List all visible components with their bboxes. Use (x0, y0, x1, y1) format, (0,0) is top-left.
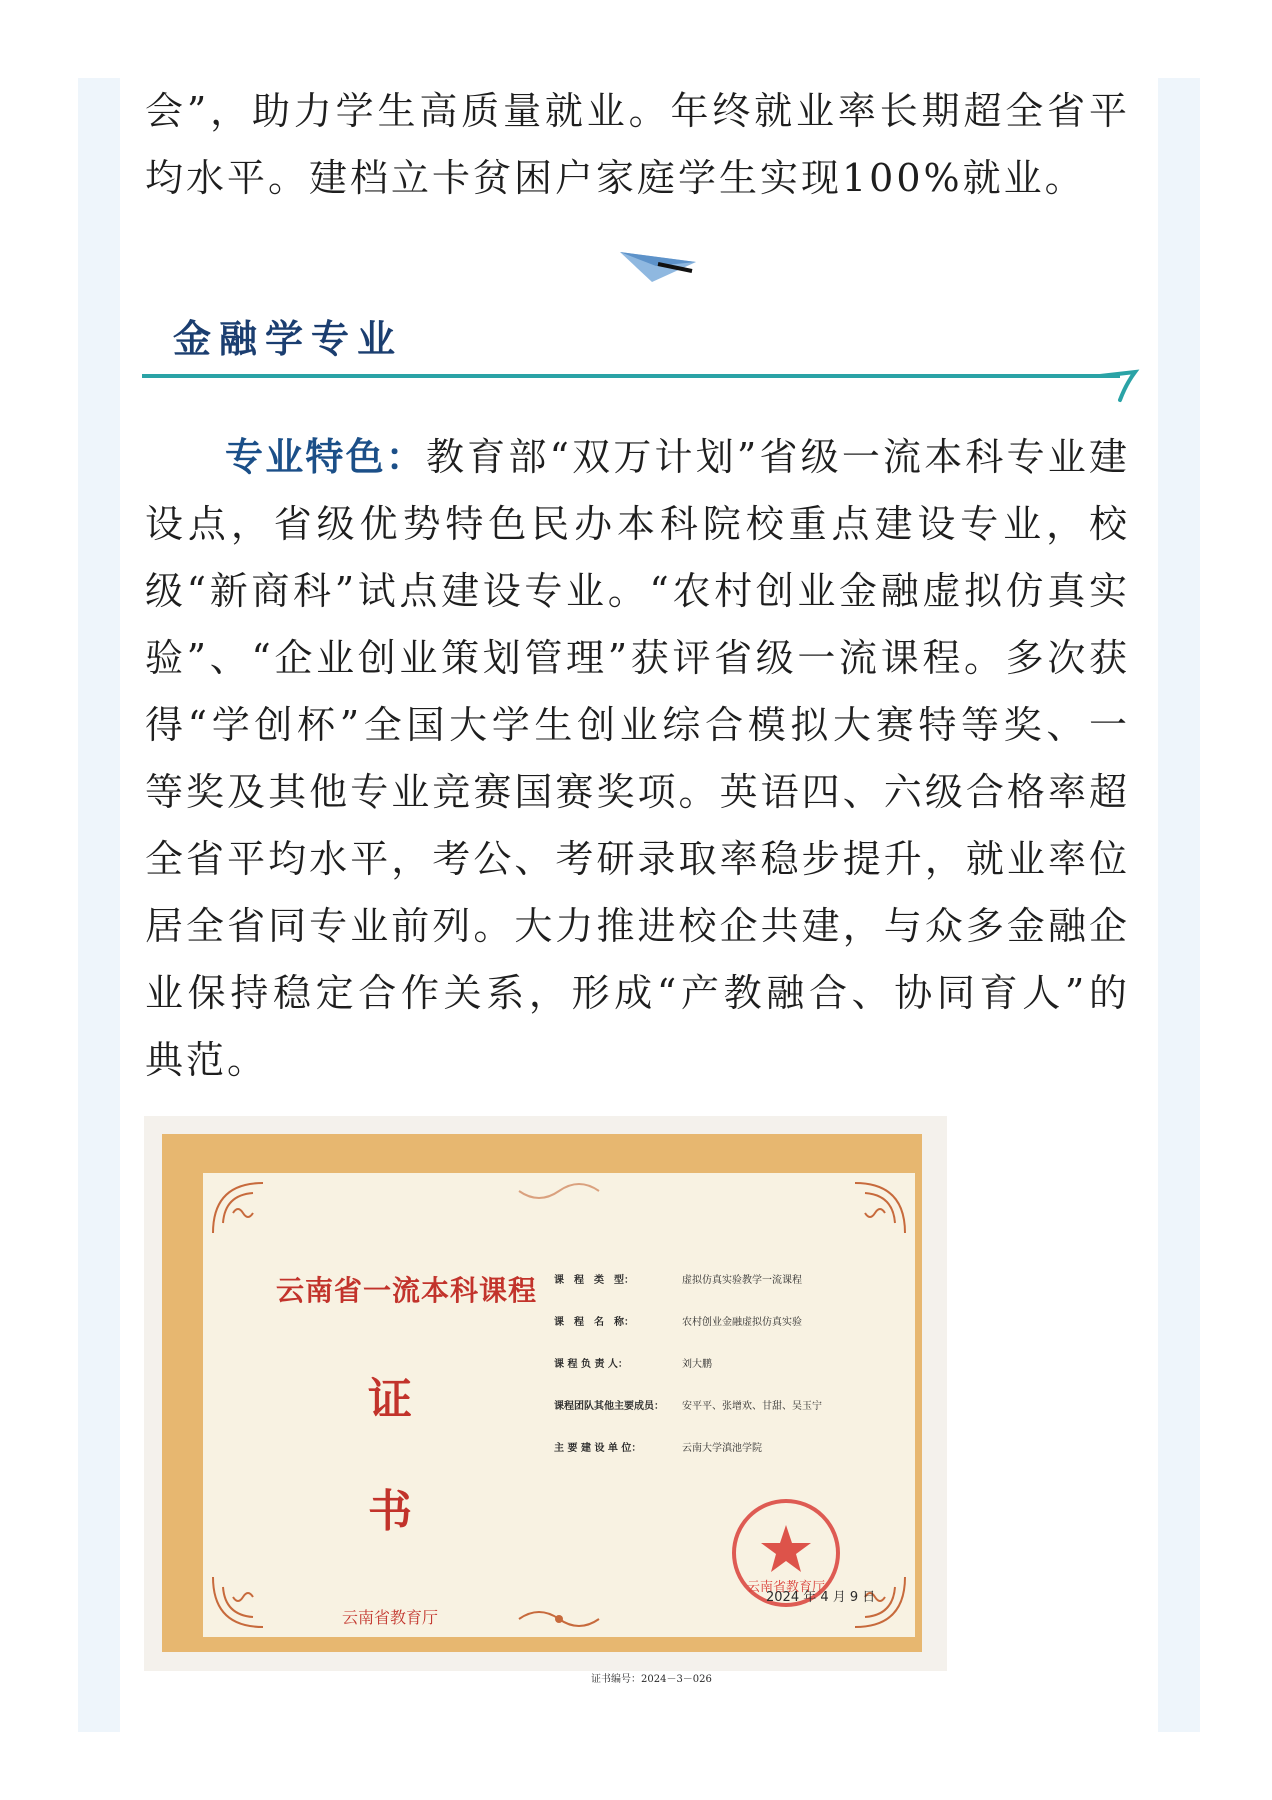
field-label: 课 程 负 责 人： (554, 1359, 628, 1370)
certificate-date: 2024 年 4 月 9 日 (766, 1590, 876, 1605)
paper-plane-icon (618, 244, 698, 284)
title-underline (142, 366, 1138, 406)
certificate-heading: 云南省一流本科课程 (276, 1274, 538, 1307)
certificate-title-char-2: 书 (368, 1486, 412, 1537)
field-label: 课 程 名 称： (554, 1317, 634, 1328)
field-row (554, 1313, 822, 1355)
certificate-issuer: 云南省教育厅 (342, 1608, 439, 1627)
field-label: 课程团队其他主要成员： (554, 1401, 664, 1412)
field-value: 农村创业金融虚拟仿真实验 (682, 1317, 802, 1328)
certificate-fields (554, 1271, 822, 1481)
seal-text: 云南省教育厅 (746, 1580, 826, 1595)
certificate-title-char-1: 证 (368, 1374, 412, 1425)
feature-text: 教育部“双万计划”省级一流本科专业建设点，省级优势特色民办本科院校重点建设专业，校级“新商科”试点建设专业。“农村创业金融虚拟仿真实验”、“企业创业策划管理”获评省级一流课程。多次获得“学创杯”全国大学生创业综合模拟大赛特等奖、一等奖及其他专业竞赛国赛奖项。英语四、六级合格率超全省平均水平，考公、考研录取率稳步提升，就业率位居全省同专业前列。大力推进校企共建，与众多金融企业保持稳定合作关系，形成“产教融合、协同育人”的典范。 (145, 435, 1130, 1082)
certificate-frame (162, 1134, 922, 1685)
certificate-photo (144, 1116, 947, 1685)
field-label: 课 程 类 型： (554, 1275, 634, 1286)
feature-lead: 专业特色： (225, 435, 426, 479)
field-value: 虚拟仿真实验教学一流课程 (682, 1275, 802, 1286)
field-value: 安平平、张增欢、甘甜、吴玉宁 (682, 1401, 822, 1412)
certificate-paper (203, 1173, 915, 1685)
field-value: 刘大鹏 (682, 1359, 712, 1370)
field-value: 云南大学滇池学院 (682, 1443, 762, 1454)
certificate-number: 证书编号：2024－3－026 (591, 1674, 712, 1685)
left-margin-band (78, 78, 120, 1732)
right-margin-band (1158, 78, 1200, 1732)
intro-paragraph: 会”，助力学生高质量就业。年终就业率长期超全省平均水平。建档立卡贫困户家庭学生实现100%就业。 (145, 89, 1130, 200)
field-label: 主 要 建 设 单 位： (554, 1443, 642, 1454)
field-row (554, 1271, 822, 1313)
field-row (554, 1355, 822, 1397)
field-row (554, 1397, 822, 1439)
field-row (554, 1439, 822, 1481)
feature-paragraph (145, 424, 1130, 1094)
section-title: 金融学专业 (173, 317, 404, 361)
